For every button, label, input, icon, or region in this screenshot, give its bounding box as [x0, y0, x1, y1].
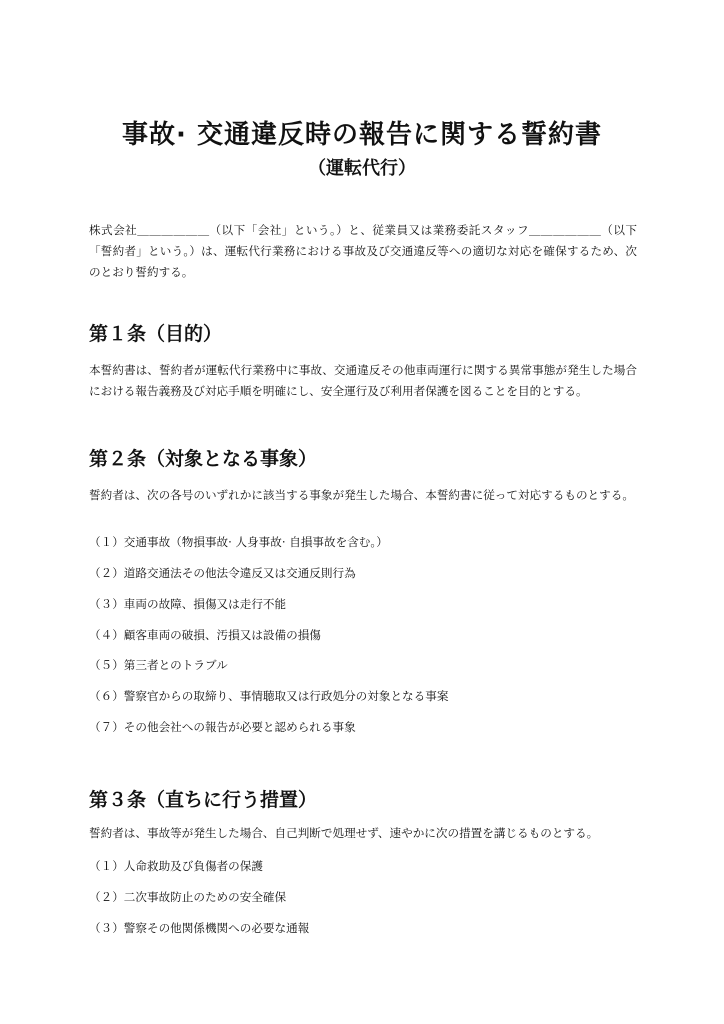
article-2-item-1: （１）交通事故（物損事故· 人身事故· 自損事故を含む。） [89, 535, 388, 549]
article-2-item-2: （２）道路交通法その他法令違反又は交通反則行為 [89, 566, 356, 580]
intro-paragraph: 株式会社＿＿＿＿＿＿（以下「会社」という。）と、従業員又は業務委託スタッフ＿＿＿＿＿＿（以下「誓約者」という。）は、運転代行業務における事故及び交通違反等への適切な対応を確保するため、次のとおり誓約する。 [89, 223, 637, 279]
article-2-body: 誓約者は、次の各号のいずれかに該当する事象が発生した場合、本誓約書に従って対応するものとする。 [89, 488, 634, 502]
article-3-item-3: （３）警察その他関係機関への必要な通報 [89, 921, 310, 935]
article-3-item-2: （２）二次事故防止のための安全確保 [89, 890, 287, 904]
article-2-item-5: （５）第三者とのトラブル [89, 658, 228, 672]
article-2-item-7: （７）その他会社への報告が必要と認められる事象 [89, 720, 356, 734]
article-1-heading: 第１条（目的） [89, 323, 223, 345]
article-3-heading: 第３条（直ちに行う措置） [89, 789, 318, 811]
article-2-item-3: （３）車両の故障、損傷又は走行不能 [89, 597, 287, 611]
article-2-heading: 第２条（対象となる事象） [89, 448, 318, 470]
article-3-item-1: （１）人命救助及び負傷者の保護 [89, 859, 263, 873]
document-subtitle: （運転代行） [308, 158, 416, 179]
document-title: 事故· 交通違反時の報告に関する誓約書 [122, 120, 602, 150]
article-1-body: 本誓約書は、誓約者が運転代行業務中に事故、交通違反その他車両運行に関する異常事態が発生した場合における報告義務及び対応手順を明確にし、安全運行及び利用者保護を図ることを目的とする。 [89, 363, 637, 398]
article-2-item-4: （４）顧客車両の破損、汚損又は設備の損傷 [89, 628, 321, 642]
article-3-body: 誓約者は、事故等が発生した場合、自己判断で処理せず、速やかに次の措置を講じるものとする。 [89, 826, 599, 840]
article-2-item-6: （６）警察官からの取締り、事情聴取又は行政処分の対象となる事案 [89, 689, 449, 703]
